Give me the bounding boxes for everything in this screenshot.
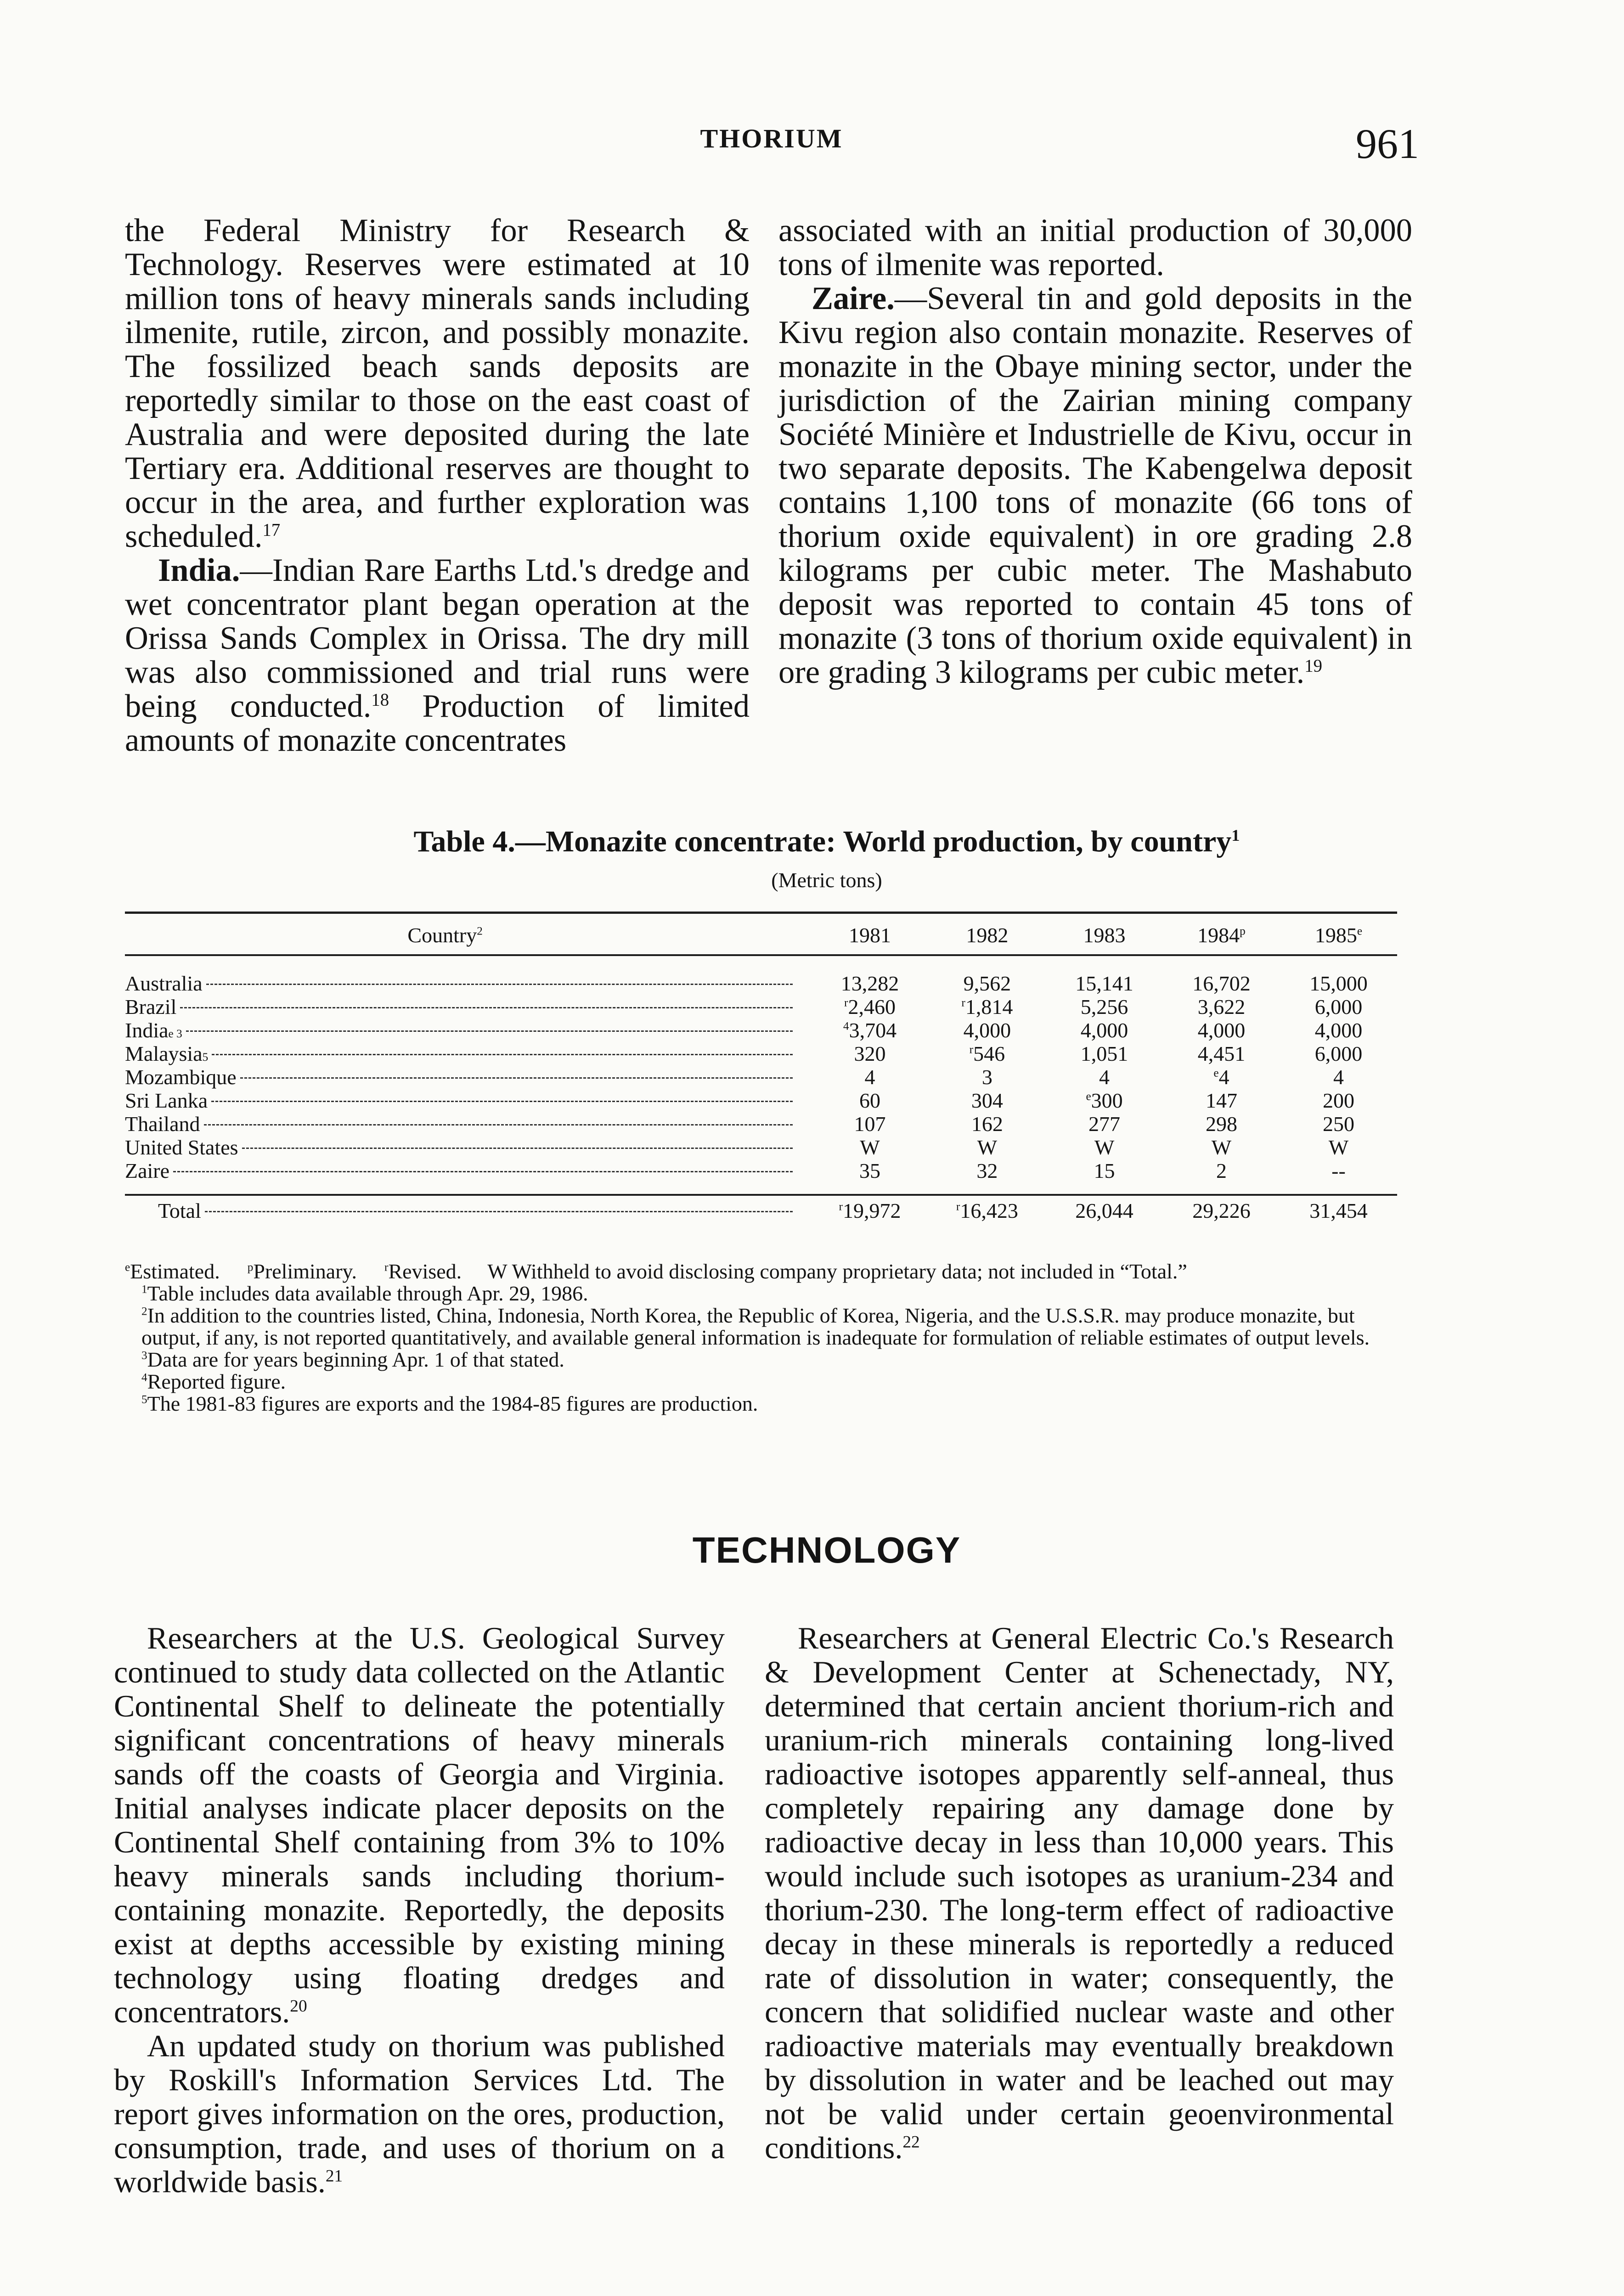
value-cell: 4 [1099,1065,1110,1089]
country-cell: Mozambique [125,1065,811,1089]
table-total-row [125,1182,1397,1222]
section-heading-technology: TECHNOLOGY [692,1530,961,1570]
abbreviation-note: $^e$Estimated. $^p$Preliminary. $^r$Revised. W Withheld to avoid disclosing company proprietary data; not included in “Total.” [125,1260,1187,1283]
value-cell: 4 [864,1065,875,1089]
value-cell: 32 [976,1159,998,1182]
dot-leader [240,1077,793,1079]
table-top-rule [125,912,1397,914]
footnote-ref: 18 [371,690,389,710]
section-lead: Zaire. [812,281,895,316]
value-cell: W [860,1136,880,1159]
value-cell: $^r$546 [969,1042,1005,1065]
footnote-ref: 22 [902,2133,920,2152]
value-cell: 35 [859,1159,880,1182]
country-cell: Total [125,1182,811,1222]
dot-leader [180,1007,793,1008]
country-cell: Malaysia 5 [125,1042,811,1065]
value-cell: 4,000 [1197,1019,1246,1042]
footnote: $^2$In addition to the countries listed, China, Indonesia, North Korea, the Republic of Korea, Nigeria, and the U.S.S.R. may produce monazite, but output, if any, is not reported quantitatively, and available general information is inadequate for formulation of reliable estimates of output levels. [141,1304,1370,1349]
footnote: $^1$Table includes data available through Apr. 29, 1986. [141,1282,588,1305]
value-cell: 250 [1322,1112,1354,1136]
value-cell: 6,000 [1314,1042,1363,1065]
paragraph: Zaire.—Several tin and gold deposits in the Kivu region also contain monazite. Reserves of monazite in the Obaye mining sector, under the jurisdiction of the Zairian mining company Société Minière et Industrielle de Kivu, occur in two separate deposits. The Kabengelwa deposit contains 1,100 tons of monazite (66 tons of thorium oxide equivalent) in ore grading 2.8 kilograms per cubic meter. The Mashabuto deposit was reported to contain 45 tons of monazite (3 tons of thorium oxide equivalent) in ore grading 3 kilograms per cubic meter.$^{19}$ [778,281,1412,690]
value-cell: 4,000 [1314,1019,1363,1042]
paragraph: the Federal Ministry for Research & Technology. Reserves were estimated at 10 million tons of heavy minerals sands including ilmenite, rutile, zircon, and possibly monazite. The fossilized beach sands deposits are reportedly similar to those on the east coast of Australia and were deposited during the late Tertiary era. Additional reserves are thought to occur in the area, and further exploration was scheduled.$^{17}$ [125,213,750,554]
production-table [125,918,1397,1222]
table-row [125,1136,1397,1159]
value-cell: 1,051 [1080,1042,1128,1065]
paragraph: Researchers at the U.S. Geological Survey continued to study data collected on the Atlantic Continental Shelf to delineate the potentially significant concentrations of heavy minerals sands off the coasts of Georgia and Virginia. Initial analyses indicate placer deposits on the Continental Shelf containing from 3% to 10% heavy minerals sands including thorium-containing monazite. Reportedly, the deposits exist at depths accessible by existing mining technology using floating dredges and concentrators.$^{20}$ [114,1621,725,2029]
value-cell: 3,622 [1197,995,1246,1019]
value-cell: 31,454 [1309,1199,1368,1222]
value-cell: 147 [1206,1089,1237,1112]
table-row [125,1042,1397,1065]
technology-column-right [765,1621,1394,2165]
value-cell: $^r$16,423 [956,1199,1018,1222]
paragraph: associated with an initial production of 30,000 tons of ilmenite was reported. [778,213,1412,282]
value-cell: 277 [1088,1112,1121,1136]
footnote: $^3$Data are for years beginning Apr. 1 of that stated. [141,1348,564,1371]
value-cell: W [1094,1136,1115,1159]
table-row [125,1089,1397,1112]
country-cell: Australia [125,961,811,995]
paragraph: India.—Indian Rare Earths Ltd.'s dredge and wet concentrator plant began operation at the Orissa Sands Complex in Orissa. The dry mill was also commissioned and trial runs were being conducted.$^{18}$ Production of limited amounts of monazite concentrates [125,552,750,758]
country-cell: Sri Lanka [125,1089,811,1112]
table-notes [125,1261,1402,1415]
table-title: Table 4.—Monazite concentrate: World production, by country$^1$ [413,825,1240,858]
paragraph: An updated study on thorium was published by Roskill's Information Services Ltd. The report gives information on the ores, production, consumption, trade, and uses of thorium on a worldwide basis.$^{21}$ [114,2028,725,2199]
value-cell: 4,000 [963,1019,1011,1042]
footnote-ref: 19 [1304,656,1323,676]
dot-leader [211,1101,793,1102]
value-cell: $^e$4 [1213,1065,1229,1089]
paragraph: Researchers at General Electric Co.'s Research & Development Center at Schenectady, NY, determined that certain ancient thorium-rich and uranium-rich minerals containing long-lived radioactive isotopes apparently self-anneal, thus completely repairing any damage done by radioactive decay in less than 10,000 years. This would include such isotopes as uranium-234 and thorium-230. The long-term effect of radioactive decay in these minerals is reportedly a reduced rate of dissolution in water; consequently, the concern that solidified nuclear waste and other radioactive materials may eventually breakdown by dissolution in water and be leached out may not be valid under certain geoenvironmental conditions.$^{22}$ [765,1621,1394,2165]
footnote-ref: 21 [325,2167,343,2186]
dot-leader [206,984,793,985]
value-cell: 6,000 [1314,995,1363,1019]
country-cell: Thailand [125,1112,811,1136]
value-cell: W [1211,1136,1232,1159]
value-cell: 298 [1206,1112,1237,1136]
table-row [125,1019,1397,1042]
value-cell: 15,141 [1075,972,1133,995]
value-cell: $^r$1,814 [961,995,1013,1019]
footnote: $^4$Reported figure. [141,1370,286,1393]
value-cell: 4,000 [1080,1019,1128,1042]
value-cell: 60 [859,1089,880,1112]
value-cell: 304 [971,1089,1003,1112]
dot-leader [173,1171,793,1172]
value-cell: W [1328,1136,1349,1159]
footnote: $^5$The 1981-83 figures are exports and the 1984-85 figures are production. [141,1392,758,1415]
table-unit: (Metric tons) [771,868,882,892]
value-cell: 15,000 [1309,972,1368,995]
value-cell: $^e$300 [1086,1089,1123,1112]
year-header: 1981 [848,923,891,947]
value-cell: 26,044 [1075,1199,1133,1222]
text-column-right [778,214,1412,689]
value-cell: 4,451 [1197,1042,1246,1065]
value-cell: 2 [1216,1159,1227,1182]
country-cell: India e 3 [125,1019,811,1042]
value-cell: 200 [1322,1089,1354,1112]
value-cell: $^4$3,704 [843,1019,897,1042]
value-cell: 16,702 [1192,972,1251,995]
year-header: 1985e [1314,923,1363,947]
value-cell: 107 [854,1112,886,1136]
value-cell: 15 [1094,1159,1115,1182]
value-cell: 320 [854,1042,886,1065]
value-cell: 29,226 [1192,1199,1251,1222]
country-header: Country$^2$ [407,923,483,947]
table-row [125,995,1397,1019]
value-cell: $^r$2,460 [844,995,896,1019]
country-cell: Brazil [125,995,811,1019]
value-cell: -- [1331,1159,1346,1182]
page-number: 961 [1356,120,1419,167]
table-row [125,961,1397,995]
text-column-left [125,214,750,757]
value-cell: $^r$19,972 [839,1199,901,1222]
value-cell: 4 [1333,1065,1344,1089]
value-cell: 9,562 [963,972,1011,995]
value-cell: 3 [981,1065,992,1089]
running-title: THORIUM [700,124,843,153]
table-row [125,1065,1397,1089]
year-header: 1983 [1083,923,1126,947]
footnote-ref: 20 [290,1997,307,2016]
table-body [125,961,1397,1222]
year-header: 1984$^p$ [1197,923,1246,947]
value-cell: 162 [971,1112,1003,1136]
section-lead: India. [158,552,240,588]
dot-leader [204,1124,793,1125]
dot-leader [186,1030,793,1032]
value-cell: 5,256 [1080,995,1128,1019]
dot-leader [205,1211,793,1212]
country-cell: Zaire [125,1159,811,1182]
country-cell: United States [125,1136,811,1159]
year-header: 1982 [966,923,1009,947]
dot-leader [242,1148,793,1149]
table-row [125,1112,1397,1136]
table-header-row [125,918,1397,961]
footnote-ref: 17 [262,520,281,540]
value-cell: 13,282 [840,972,899,995]
technology-column-left [114,1621,725,2199]
value-cell: W [977,1136,998,1159]
table-row [125,1159,1397,1182]
dot-leader [212,1054,793,1055]
